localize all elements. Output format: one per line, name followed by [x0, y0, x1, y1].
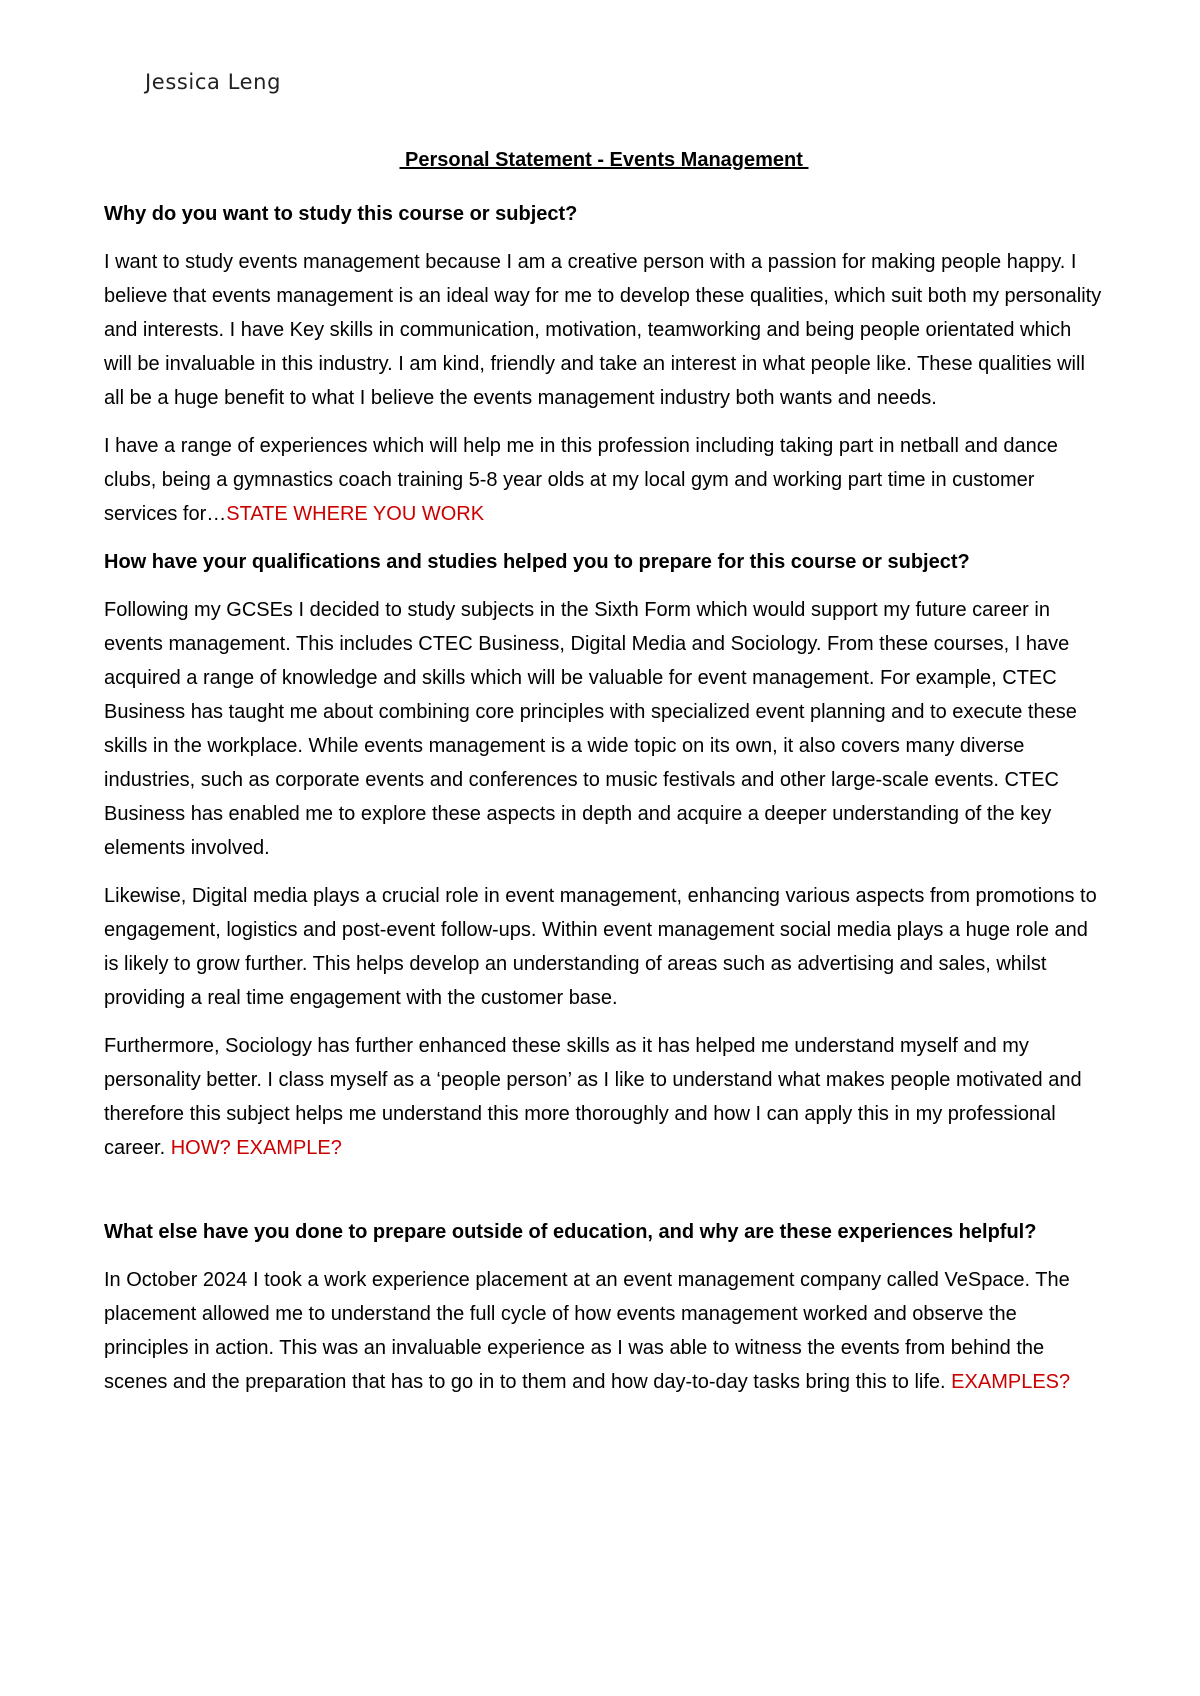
reviewer-note: STATE WHERE YOU WORK: [226, 503, 485, 525]
reviewer-note: EXAMPLES?: [951, 1371, 1071, 1393]
paragraph: Likewise, Digital media plays a crucial role in event management, enhancing various aspects from promotions to engagement, logistics and post-event follow-ups. Within event management social media plays a huge role and is likely to grow further. This helps develop an understanding of areas such as advertising and sales, whilst providing a real time engagement with the customer base.: [104, 885, 1097, 1009]
reviewer-note: HOW? EXAMPLE?: [170, 1137, 342, 1159]
author-name: Jessica Leng: [145, 70, 282, 94]
paragraph: I want to study events management because I am a creative person with a passion for making people happy. I believe that events management is an ideal way for me to develop these qualities, which suit both my personality and interests. I have Key skills in communication, motivation, teamworking and being people orientated which will be invaluable in this industry. I am kind, friendly and take an interest in what people like. These qualities will all be a huge benefit to what I believe the events management industry both wants and needs.: [104, 251, 1102, 409]
paragraph-text: I have a range of experiences which will help me in this profession including taking part in netball and dance clubs, being a gymnastics coach training 5-8 year olds at my local gym and working part time in customer services for…: [104, 435, 1058, 525]
blank-line: [104, 1179, 1104, 1215]
paragraph: [104, 429, 1104, 531]
paragraph-text: Furthermore, Sociology has further enhanced these skills as it has helped me understand myself and my personality better. I class myself as a ‘people person’ as I like to understand what makes people motivated and therefore this subject helps me understand this more thoroughly and how I can apply this in my professional career.: [104, 1035, 1082, 1159]
document-body: [104, 143, 1104, 1413]
question-heading-3: What else have you done to prepare outside of education, and why are these experiences helpful?: [104, 1221, 1037, 1243]
paragraph: [104, 1263, 1104, 1399]
paragraph-text: In October 2024 I took a work experience placement at an event management company called VeSpace. The placement allowed me to understand the full cycle of how events management worked and observe the principles in action. This was an invaluable experience as I was able to witness the events from behind the scenes and the preparation that has to go in to them and how day-to-day tasks bring this to life.: [104, 1269, 1070, 1393]
paragraph: Following my GCSEs I decided to study subjects in the Sixth Form which would support my future career in events management. This includes CTEC Business, Digital Media and Sociology. From these courses, I have acquired a range of knowledge and skills which will be valuable for event management. For example, CTEC Business has taught me about combining core principles with specialized event planning and to execute these skills in the workplace. While events management is a wide topic on its own, it also covers many diverse industries, such as corporate events and conferences to music festivals and other large-scale events. CTEC Business has enabled me to explore these aspects in depth and acquire a deeper understanding of the key elements involved.: [104, 599, 1077, 859]
document-title: Personal Statement - Events Management: [399, 149, 809, 171]
question-heading-1: Why do you want to study this course or subject?: [104, 203, 578, 225]
question-heading-2: How have your qualifications and studies helped you to prepare for this course or subject?: [104, 551, 970, 573]
paragraph: [104, 1029, 1104, 1165]
